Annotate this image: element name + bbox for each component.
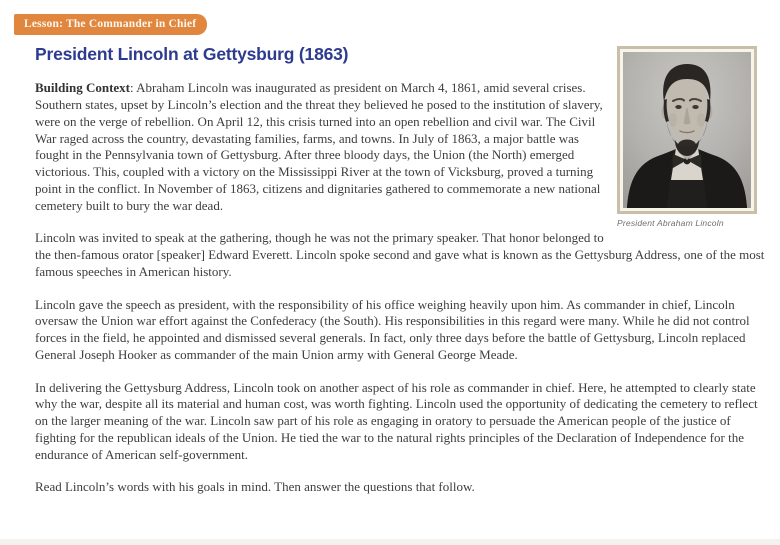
page-title: President Lincoln at Gettysburg (1863) bbox=[35, 44, 349, 65]
paragraph-read-instructions: Read Lincoln’s words with his goals in mind. Then answer the questions that follow. bbox=[35, 479, 475, 495]
building-context-body: : Abraham Lincoln was inaugurated as president on March 4, 1861, amid several crises. Southern states, upset by Lincoln’s election and the threat they believed he posed to the institution of slavery, were on the verge of rebellion. On April 12, this crisis turned into an open rebellion and civil war. The Civil War raged across the country, devastating families, farms, and towns. In July of 1863, a major battle was fought in the Pennsylvania town of Gettysburg. After three bloody days, the Union (the North) emerged victorious. This, coupled with a victory on the Mississippi River at the town of Vicksburg, proved a turning point in the conflict. In November of 1863, citizens and dignitaries gathered to commemorate a new national cemetery built to bury the war dead. bbox=[35, 80, 603, 213]
paragraph-invited-to-speak: Lincoln was invited to speak at the gathering, though he was not the primary speaker. That honor belonged to the then-famous orator [speaker] Edward Everett. Lincoln spoke second and gave what is known as the Gettysburg Address, one of the most famous speeches in American history. bbox=[35, 230, 765, 279]
lesson-badge: Lesson: The Commander in Chief bbox=[14, 14, 207, 35]
photo-caption: President Abraham Lincoln bbox=[617, 218, 724, 229]
paragraph-commander-in-chief: Lincoln gave the speech as president, with the responsibility of his office weighing heavily upon him. As commander in chief, Lincoln oversaw the Union war effort against the Confederacy (the South). His responsibilities in this regard were many. While he did not control forces in the field, he appointed and dismissed several generals. In fact, only three days before the battle of Gettysburg, Lincoln replaced General Joseph Hooker as commander of the main Union army with General George Meade. bbox=[35, 296, 750, 362]
paragraph-gettysburg-address: In delivering the Gettysburg Address, Lincoln took on another aspect of his role as commander in chief. Here, he attempted to clearly state why the war, despite all its material and human cost, was worth fighting. Lincoln used the opportunity of dedicating the cemetery to reflect on the larger meaning of the war. Lincoln saw part of his role as engaging in oratory to persuade the American people of the justice of fighting for the republican ideals of the Union. He tied the war to the natural rights principles of the Declaration of Independence for the endurance of American self-government. bbox=[35, 379, 758, 462]
lincoln-photo-frame bbox=[617, 46, 757, 214]
next-section-edge bbox=[0, 539, 780, 545]
building-context-lead: Building Context bbox=[35, 80, 130, 96]
lincoln-portrait-figure bbox=[617, 46, 757, 228]
badge-row bbox=[14, 14, 772, 35]
lincoln-portrait-image bbox=[623, 52, 751, 208]
